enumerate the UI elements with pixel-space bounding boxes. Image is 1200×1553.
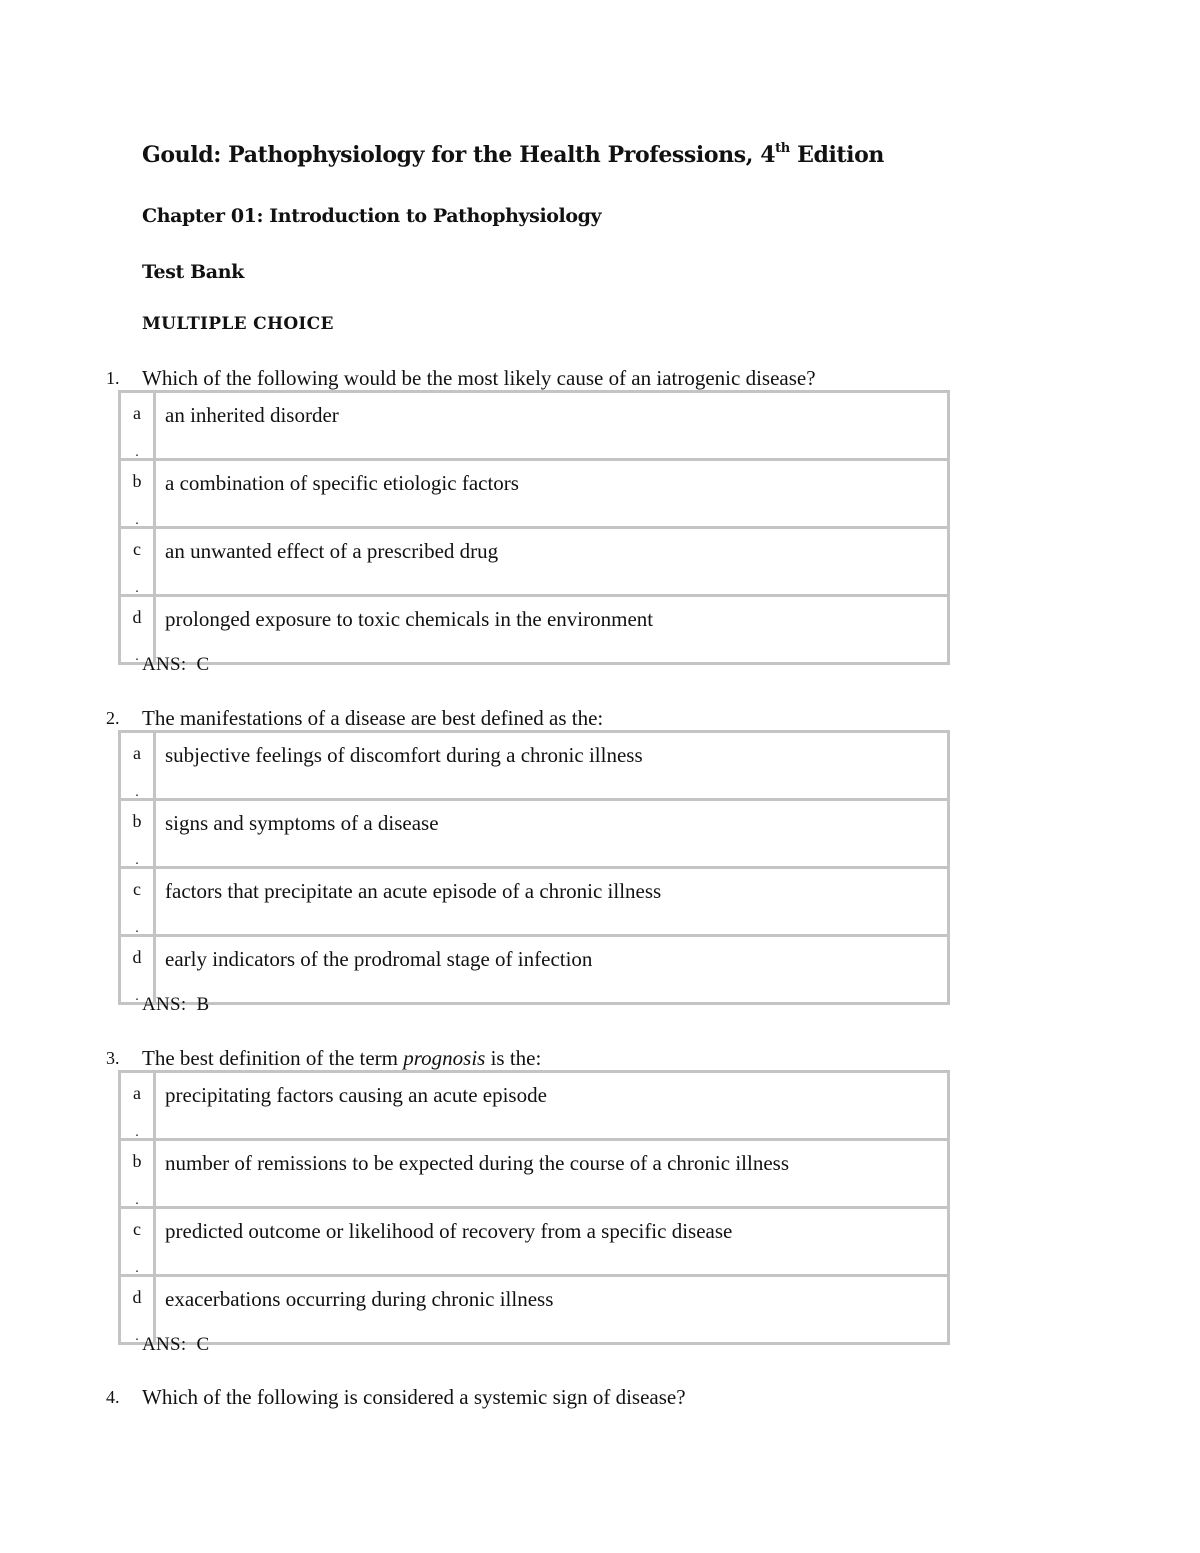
document-title (142, 142, 884, 168)
option-letter: d (132, 1287, 142, 1307)
option-letter: a (133, 1083, 141, 1103)
option-text: early indicators of the prodromal stage of infection (155, 936, 949, 1004)
question-2-line (0, 706, 1000, 730)
option-letter-dot: . (135, 1329, 139, 1344)
option-letter-cell (120, 1140, 155, 1208)
option-row (120, 1276, 949, 1344)
answer-label: ANS: (142, 654, 187, 675)
option-row (120, 1072, 949, 1140)
option-letter: c (133, 539, 141, 559)
option-text: signs and symptoms of a disease (155, 800, 949, 868)
question-number: 2. (106, 708, 120, 728)
option-row (120, 596, 949, 664)
title-text: Gould: Pathophysiology for the Health Professions, 4 (142, 142, 776, 168)
option-text: exacerbations occurring during chronic illness (155, 1276, 949, 1344)
question-3-line (0, 1046, 1000, 1070)
title-superscript: th (775, 140, 790, 156)
option-letter-dot: . (135, 649, 139, 664)
option-letter: c (133, 1219, 141, 1239)
question-text: Which of the following would be the most likely cause of an iatrogenic disease? (142, 366, 816, 390)
answer-letter: C (196, 654, 210, 675)
question-number: 4. (106, 1387, 120, 1407)
option-row (120, 800, 949, 868)
option-letter-cell (120, 868, 155, 936)
option-letter-dot: . (135, 989, 139, 1004)
option-row (120, 936, 949, 1004)
answer-2 (142, 994, 209, 1016)
option-letter: b (132, 1151, 142, 1171)
title-edition: Edition (789, 142, 884, 168)
chapter-heading: Chapter 01: Introduction to Pathophysiology (142, 205, 602, 227)
option-row (120, 1208, 949, 1276)
option-text: an unwanted effect of a prescribed drug (155, 528, 949, 596)
option-letter: d (132, 947, 142, 967)
option-letter: d (132, 607, 142, 627)
answer-3 (142, 1334, 209, 1356)
option-text: number of remissions to be expected during the course of a chronic illness (155, 1140, 949, 1208)
question-1-line (0, 366, 1000, 390)
option-letter-cell (120, 1072, 155, 1140)
option-letter-cell (120, 1208, 155, 1276)
option-letter-dot: . (135, 853, 139, 868)
option-text: prolonged exposure to toxic chemicals in the environment (155, 596, 949, 664)
question-1-options (118, 390, 950, 665)
option-letter: b (132, 471, 142, 491)
question-text: Which of the following is considered a systemic sign of disease? (142, 1385, 686, 1409)
option-letter-cell (120, 732, 155, 800)
option-letter-cell (120, 392, 155, 460)
option-letter: c (133, 879, 141, 899)
question-3-options (118, 1070, 950, 1345)
option-text: an inherited disorder (155, 392, 949, 460)
question-4-line (0, 1385, 1000, 1409)
option-row (120, 1140, 949, 1208)
option-letter-dot: . (135, 1193, 139, 1208)
option-letter: a (133, 743, 141, 763)
option-text: subjective feelings of discomfort during a chronic illness (155, 732, 949, 800)
question-2-options (118, 730, 950, 1005)
option-letter-dot: . (135, 1261, 139, 1276)
question-text (142, 1046, 541, 1070)
question-text-start: The best definition of the term (142, 1046, 404, 1070)
option-row (120, 528, 949, 596)
answer-letter: B (196, 994, 210, 1015)
option-row (120, 732, 949, 800)
answer-label: ANS: (142, 994, 187, 1015)
option-text: predicted outcome or likelihood of recovery from a specific disease (155, 1208, 949, 1276)
option-letter: b (132, 811, 142, 831)
answer-letter: C (196, 1334, 210, 1355)
option-letter: a (133, 403, 141, 423)
answer-label: ANS: (142, 1334, 187, 1355)
option-letter-cell (120, 528, 155, 596)
answer-1 (142, 654, 209, 676)
question-number: 1. (106, 368, 120, 388)
option-letter-dot: . (135, 921, 139, 936)
option-text: a combination of specific etiologic factors (155, 460, 949, 528)
question-text-end: is the: (485, 1046, 542, 1070)
test-bank-heading: Test Bank (142, 261, 244, 283)
option-row (120, 460, 949, 528)
question-text-emphasis: prognosis (403, 1046, 486, 1070)
option-letter-cell (120, 460, 155, 528)
option-letter-dot: . (135, 445, 139, 460)
section-heading: MULTIPLE CHOICE (142, 314, 334, 334)
option-text: factors that precipitate an acute episode of a chronic illness (155, 868, 949, 936)
option-letter-dot: . (135, 1125, 139, 1140)
option-row (120, 392, 949, 460)
option-letter-dot: . (135, 513, 139, 528)
question-number: 3. (106, 1048, 120, 1068)
option-letter-cell (120, 800, 155, 868)
option-text: precipitating factors causing an acute episode (155, 1072, 949, 1140)
option-letter-dot: . (135, 581, 139, 596)
option-letter-dot: . (135, 785, 139, 800)
option-row (120, 868, 949, 936)
question-text: The manifestations of a disease are best defined as the: (142, 706, 604, 730)
